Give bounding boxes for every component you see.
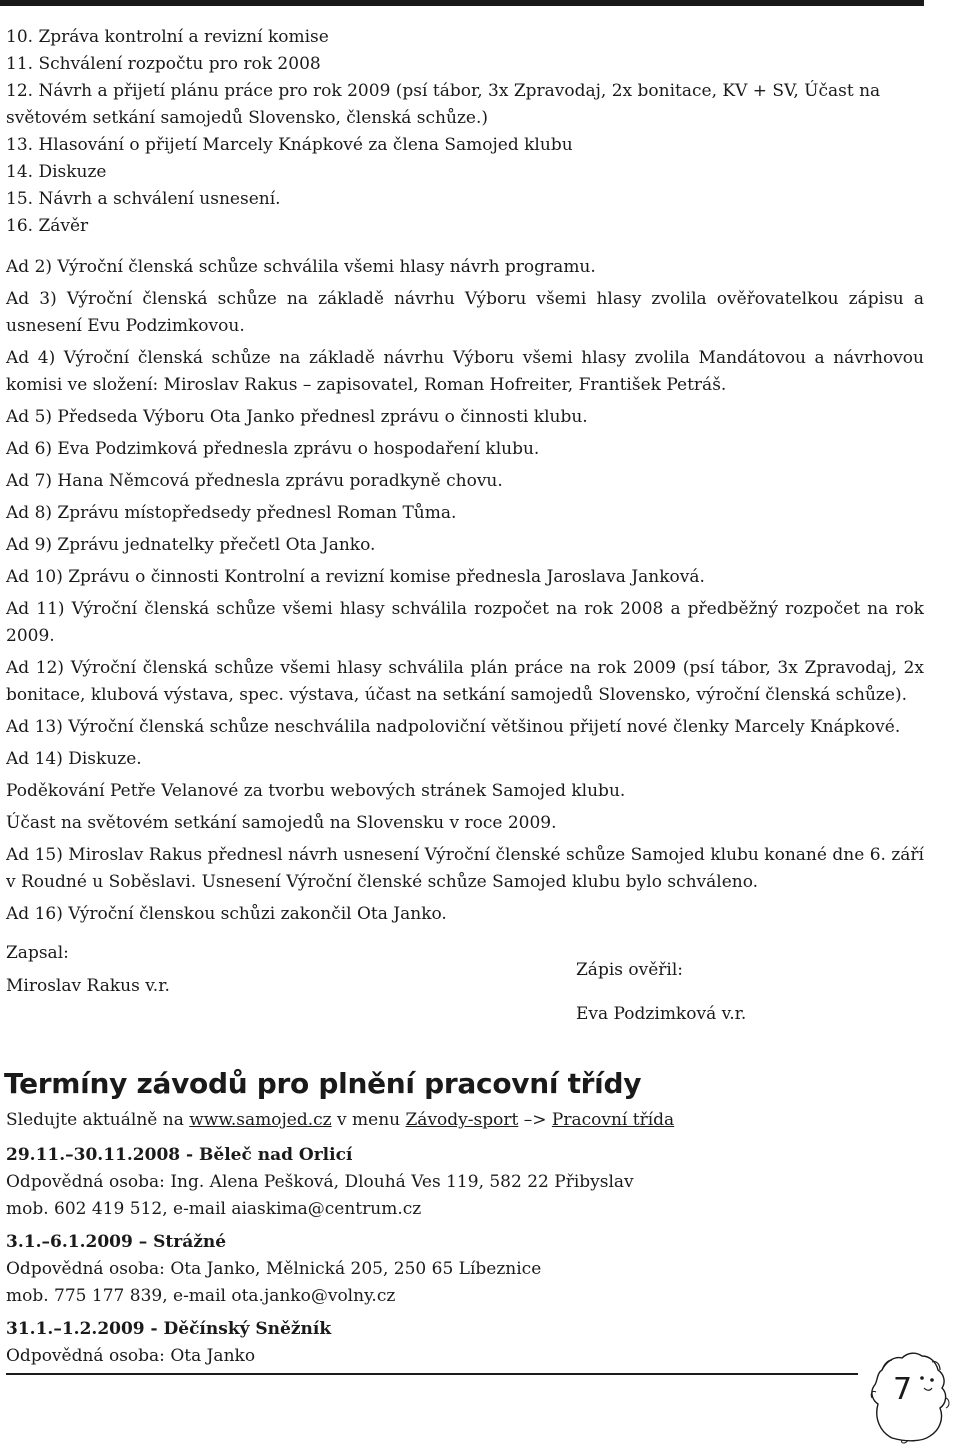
signature-label: Zápis ověřil:	[576, 960, 684, 980]
minutes-paragraph: Ad 14) Diskuze.	[6, 749, 142, 769]
minutes-paragraph: Ad 2) Výroční členská schůze schválila všemi hlasy návrh programu.	[6, 257, 596, 277]
event-item	[6, 1142, 924, 1223]
signature-left	[6, 940, 576, 1045]
minutes-paragraph: Ad 10) Zprávu o činnosti Kontrolní a revizní komise přednesla Jaroslava Janková.	[6, 567, 705, 587]
minutes-paragraph: Ad 16) Výroční členskou schůzi zakončil Ota Janko.	[6, 904, 447, 924]
list-item: 16. Závěr	[6, 216, 89, 236]
event-date: 31.1.–1.2.2009 - Děčínský Sněžník	[6, 1319, 332, 1339]
signature-name: Miroslav Rakus v.r.	[6, 976, 170, 996]
minutes-paragraph: Ad 13) Výroční členská schůze neschválila nadpoloviční většinou přijetí nové členky Marcely Knápkové.	[6, 717, 901, 737]
minutes-paragraph: Účast na světovém setkání samojedů na Slovensku v roce 2009.	[6, 813, 557, 833]
signature-name: Eva Podzimková v.r.	[576, 1004, 747, 1024]
event-phone-email: mob. 602 419 512, e-mail aiaskima@centrum.cz	[6, 1199, 422, 1219]
minutes-paragraph: Ad 5) Předseda Výboru Ota Janko přednesl zprávu o činnosti klubu.	[6, 407, 588, 427]
minutes-paragraph: Ad 15) Miroslav Rakus přednesl návrh usnesení Výroční členské schůze Samojed klubu konané dne 6. září v Roudné u Soběslavi. Usnesení Výroční členské schůze Samojed klubu bylo schváleno.	[6, 845, 924, 892]
submenu-link[interactable]: Pracovní třída	[551, 1110, 675, 1130]
event-contact: Odpovědná osoba: Ing. Alena Pešková, Dlouhá Ves 119, 582 22 Přibyslav	[6, 1172, 634, 1192]
section-title: Termíny závodů pro plnění pracovní třídy	[4, 1067, 642, 1100]
minutes-paragraph: Ad 9) Zprávu jednatelky přečetl Ota Janko.	[6, 535, 376, 555]
follow-mid: v menu	[337, 1110, 401, 1130]
event-item	[6, 1229, 924, 1310]
event-date: 29.11.–30.11.2008 - Běleč nad Orlicí	[6, 1145, 353, 1165]
list-item: 13. Hlasování o přijetí Marcely Knápkové za člena Samojed klubu	[6, 135, 573, 155]
page-number: 7	[893, 1372, 913, 1407]
event-contact: Odpovědná osoba: Ota Janko, Mělnická 205, 250 65 Líbeznice	[6, 1259, 542, 1279]
minutes-paragraph: Ad 11) Výroční členská schůze všemi hlasy schválila rozpočet na rok 2008 a předběžný rozpočet na rok 2009.	[6, 599, 924, 646]
minutes-paragraph: Ad 6) Eva Podzimková přednesla zprávu o hospodaření klubu.	[6, 439, 540, 459]
minutes-paragraph: Ad 8) Zprávu místopředsedy přednesl Roman Tůma.	[6, 503, 457, 523]
event-date: 3.1.–6.1.2009 – Strážné	[6, 1232, 227, 1252]
signatures	[6, 940, 924, 1045]
signature-label: Zapsal:	[6, 943, 69, 963]
signature-right	[576, 940, 746, 1045]
website-link[interactable]: www.samojed.cz	[189, 1110, 332, 1130]
page-content	[6, 24, 924, 1376]
follow-prefix: Sledujte aktuálně na	[6, 1110, 184, 1130]
top-rule	[0, 0, 924, 6]
list-item: 12. Návrh a přijetí plánu práce pro rok 2009 (psí tábor, 3x Zpravodaj, 2x bonitace, KV + SV, Účast na světovém setkání samojedů Slovensko, členská schůze.)	[6, 81, 881, 128]
minutes-paragraph: Ad 7) Hana Němcová přednesla zprávu poradkyně chovu.	[6, 471, 503, 491]
arrow-icon: –>	[523, 1110, 547, 1130]
minutes-paragraph: Poděkování Petře Velanové za tvorbu webových stránek Samojed klubu.	[6, 781, 626, 801]
minutes-paragraph: Ad 12) Výroční členská schůze všemi hlasy schválila plán práce na rok 2009 (psí tábor, 3x Zpravodaj, 2x bonitace, klubová výstava, spec. výstava, účast na setkání samojedů Slovensko, výroční členská schůze).	[6, 658, 924, 705]
event-contact: Odpovědná osoba: Ota Janko	[6, 1346, 256, 1366]
minutes-paragraph: Ad 4) Výroční členská schůze na základě návrhu Výboru všemi hlasy zvolila Mandátovou a návrhovou komisi ve složení: Miroslav Rakus – zapisovatel, Roman Hofreiter, František Petráš.	[6, 348, 924, 395]
list-item: 15. Návrh a schválení usnesení.	[6, 189, 281, 209]
event-item	[6, 1316, 924, 1370]
list-item: 14. Diskuze	[6, 162, 107, 182]
list-item: 11. Schválení rozpočtu pro rok 2008	[6, 54, 321, 74]
footer-rule	[6, 1373, 858, 1375]
minutes-section	[6, 254, 924, 928]
follow-line	[6, 1107, 924, 1134]
minutes-paragraph: Ad 3) Výroční členská schůze na základě návrhu Výboru všemi hlasy zvolila ověřovatelkou zápisu a usnesení Evu Podzimkovou.	[6, 289, 924, 336]
event-phone-email: mob. 775 177 839, e-mail ota.janko@volny.cz	[6, 1286, 396, 1306]
menu-link[interactable]: Závody-sport	[405, 1110, 519, 1130]
list-item: 10. Zpráva kontrolní a revizní komise	[6, 27, 329, 47]
agenda-list	[6, 24, 924, 240]
